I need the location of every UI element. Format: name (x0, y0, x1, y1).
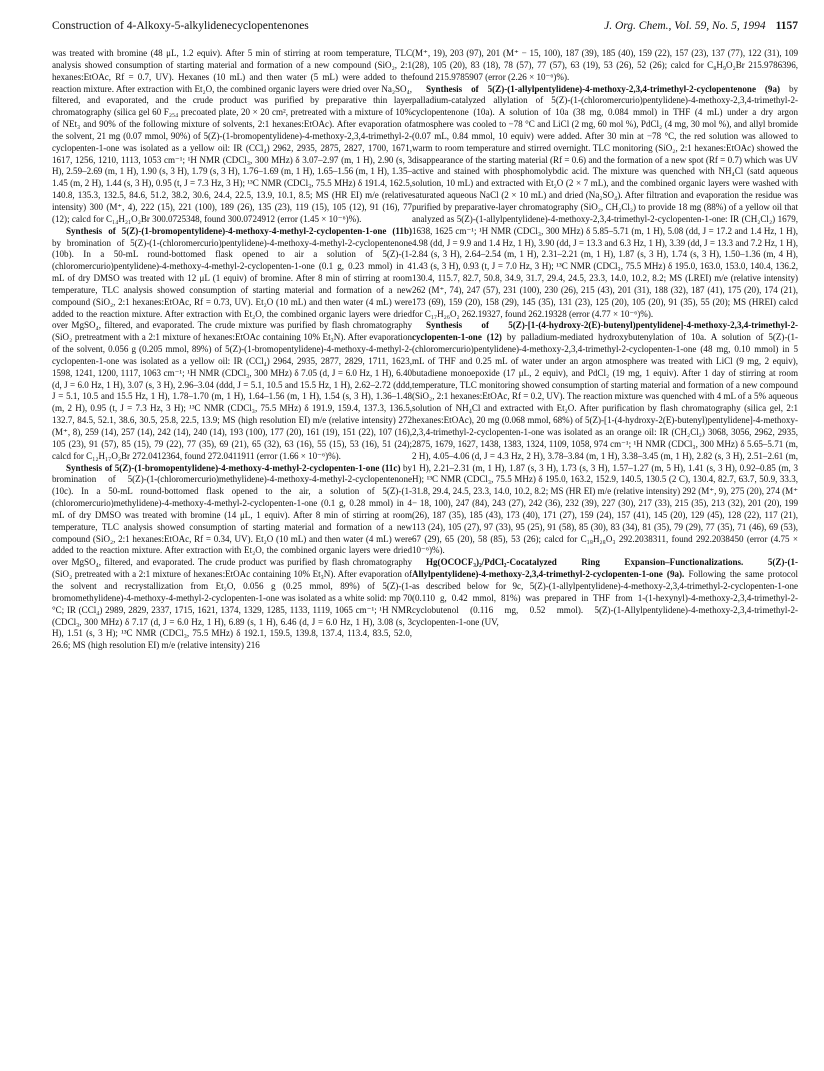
paragraph-text: by palladium-mediated hydroxybutenylation of 10a. A solution of 5(Z)-(1-(chloromercurio)pentylidene)-4-methoxy-2,3,4-trimethyl-2-cyclopenten-1-one (48 mg, 0.10 mmol) in 5 mL of THF and 0.25 mL of water under an argon atmosphere was treated with LiCl (9 mg, 2 equiv), butadiene monoepoxide (17 μL, 2 equiv), and PdCl₂ (19 mg, 1 equiv). After 1 day of stirring at room temperature, TLC monitoring showed consumption of starting material and formation of a new compound (SiO₂, 2:1 hexanes:EtOAc, Rf = 0.2, UV). The reaction mixture was quenched with 4 mL of a 5% aqueous solution of NH₄Cl and extracted with Et₂O. After purification by flash chromatography (silica gel, 2:1 hexanes:EtOAc), 20 mg (0.068 mmol, 68%) of 5(Z)-[1-(4-hydroxy-2(E)-butenyl)pentylidene]-4-methoxy-2,3,4-trimethyl-2-cyclopenten-1-one was isolated as an orange oil: IR (CH₂Cl₂) 3068, 3056, 2962, 2935, 2875, 1679, 1627, 1438, 1383, 1324, 1109, 1058, 974 cm⁻¹; ¹H NMR (CDCl₃, 300 MHz) δ 5.65–5.71 (m, 2 H), 4.05–4.06 (d, J = 4.3 Hz, 2 H), 3.78–3.84 (m, 1 H), 3.38–3.45 (m, 1 H), 2.82 (s, 3 H), 2.51–2.61 (m, 1 H), 2.21–2.31 (m, 1 H), 1.87 (s, 3 H), 1.73 (s, 3 H), 1.57–1.27 (m, 5 H), 1.41 (s, 3 H), 0.92–0.85 (m, 3 H); ¹³C NMR (CDCl₃, 75.5 MHz) δ 195.0, 163.2, 152.9, 140.5, 130.5 (2 C), 130.4, 82.7, 63.7, 50.9, 33.3, 31.8, 29.4, 24.5, 23.3, 14.0, 10.2, 8.2; MS (HR EI) m/e (relative intensity) 292 (M⁺, 9), 275 (20), 274 (M⁺ − 18, 100), 247 (84), 243 (27), 242 (36), 232 (39), 227 (30), 217 (33), 215 (35), 213 (32), 201 (20), 199 (26), 187 (35), 185 (43), 173 (40), 171 (27), 159 (24), 157 (41), 145 (20), 129 (45), 128 (22), 117 (21), 113 (24), 105 (27), 97 (33), 95 (25), 91 (58), 85 (30), 83 (34), 81 (35), 79 (29), 77 (35), 71 (46), 69 (53), 67 (29), 65 (20), 58 (85), 53 (26); calcd for C₁₈H₂₈O₃ 292.2038311, found 292.2038450 (error (4.75 × 10⁻⁶)%). (412, 332, 798, 556)
paragraph (52, 463, 412, 653)
paragraph (412, 320, 798, 557)
paragraph-text: was treated with bromine (48 μL, 1.2 equiv). After 5 min of stirring at room temperature, TLC analysis showed consumption of starting material and formation of a new compound (SiO₂, 2:1 hexanes:EtOAc, Rf = 0.7, UV). Hexanes (10 mL) and then water (5 mL) were added to the reaction mixture. After extraction with Et₂O, the combined organic layers were dried over Na₂SO₄, filtered, and evaporated, and the crude product was purified by preparative thin layer chromatography (silica gel 60 F₂₅₄ precoated plate, 20 × 20 cm², pretreated with a mixture of 10% of NEt₃ and 90% of the following mixture of solvents, 2:1 hexanes:EtOAc). After evaporation of the solvent, 21 mg (0.07 mmol, 90%) of 5(Z)-(1-bromopentylidene)-4-methoxy-2,3,4-trimethyl-2-cyclopenten-1-one was isolated as a yellow oil: IR (CCl₄) 2962, 2935, 2875, 2827, 1700, 1671, 1617, 1256, 1210, 1113, 1053 cm⁻¹; ¹H NMR (CDCl₃, 300 MHz) δ 3.07–2.97 (m, 1 H), 2.90 (s, 3 H), 2.59–2.69 (m, 1 H), 1.90 (s, 3 H), 1.79 (s, 3 H), 1.76–1.69 (m, 1 H), 1.65–1.56 (m, 1 H), 1.35–1.45 (m, 2 H), 1.44 (s, 3 H), 0.95 (t, J = 7.3 Hz, 3 H); ¹³C NMR (CDCl₃, 75.5 MHz) δ 191.4, 162.5, 140.8, 135.3, 132.5, 84.6, 51.2, 38.2, 30.6, 24.4, 22.5, 13.9, 10.1, 8.5; MS (HR EI) m/e (relative intensity) 300 (M⁺, 4), 222 (15), 221 (100), 189 (26), 135 (23), 119 (15), 105 (12), 91 (16), 77 (12); calcd for C₁₄H₂₁O₂Br 300.0725348, found 300.0724912 (error (1.45 × 10⁻⁶)%). (52, 48, 412, 224)
paragraph-heading: Synthesis of 5(Z)-[1-(4-hydroxy-2(E)-butenyl)pentylidene]-4-methoxy-2,3,4-trimethyl-2-cyclopenten-1-one (12) (412, 320, 798, 343)
header-journal (604, 20, 798, 32)
paragraph-text: by bromination of 5(Z)-(1-(chloromercurio)pentylidene)-4-methoxy-4-methyl-2-cyclopentenone (10b). In a 50-mL round-bottomed flask opened to air a solution of 5(Z)-(1-(chloromercurio)pentylidene)-4-methoxy-4-methyl-2-cyclopenten-1-one (0.1 g, 0.23 mmol) in 4 mL of dry DMSO was treated with 12 μL (1 equiv) of bromine. After 8 min of stirring at room temperature, TLC analysis showed consumption of starting material and formation of a new compound (SiO₂, 2:1 hexanes:EtOAc, Rf = 0.73, UV). Et₂O (10 mL) and then water (4 mL) were added to the reaction mixture. After extraction with Et₂O, the combined organic layers were dried over MgSO₄, filtered, and evaporated. The crude mixture was purified by flash chromatography (SiO₂ pretreatment with a 2:1 mixture of hexanes:EtOAc containing 10% Et₃N). After evaporation of the solvent, 0.056 g (0.205 mmol, 89%) of 5(Z)-(1-bromopentylidene)-4-methoxy-4-methyl-2-cyclopenten-1-one was isolated as a yellow oil: IR (CCl₄) 2964, 2935, 2877, 2829, 1711, 1623, 1598, 1241, 1200, 1117, 1063 cm⁻¹; ¹H NMR (CDCl₃, 300 MHz) δ 7.05 (d, J = 6.0 Hz, 1 H), 6.40 (d, J = 6.0 Hz, 1 H), 3.07 (s, 3 H), 2.96–3.04 (ddd, J = 5.1, 10.5 and 15.5 Hz, 1 H), 2.62–2.72 (ddd, J = 5.1, 10.5 and 15.5 Hz, 1 H), 1.78–1.70 (m, 1 H), 1.64–1.56 (m, 1 H), 1.54 (s, 3 H), 1.36–1.48 (m, 2 H), 0.95 (t, J = 7.3 Hz, 3 H); ¹³C NMR (CDCl₃, 75.5 MHz) δ 191.9, 159.4, 137.3, 136.5, 132.7, 84.5, 52.1, 38.6, 30.5, 25.8, 22.5, 13.9; MS (high resolution EI) m/e (relative intensity) 272 (M⁺, 8), 259 (14), 257 (14), 242 (14), 240 (14), 193 (100), 177 (20), 161 (19), 151 (22), 107 (16), 105 (23), 91 (57), 85 (15), 79 (22), 77 (35), 69 (21), 65 (32), 63 (16), 55 (15), 53 (16), 51 (24); calcd for C₁₂H₁₇O₂Br 272.0412364, found 272.0411911 (error (1.66 × 10⁻⁶)%). (52, 237, 412, 461)
right-column (412, 48, 798, 1058)
paragraph (412, 48, 798, 84)
paragraph (412, 84, 798, 321)
paragraph-text: (M⁺, 19), 203 (97), 201 (M⁺ − 15, 100), 187 (39), 185 (40), 159 (22), 157 (23), 137 (77), 122 (31), 109 (28), 105 (20), 83 (18), 78 (57), 77 (57), 63 (19), 53 (26), 52 (26); calcd for C₈H₉O₂Br 215.9786396, found 215.9785907 (error (2.26 × 10⁻⁶)%). (412, 48, 798, 82)
running-header (52, 20, 798, 40)
paragraph-text: Following the same protocol as described below for 9c, 5(Z)-(1-allylpentylidene)-4-methoxy-2,3,4-trimethyl-2-cyclopenten-1-one (0.110 g, 0.42 mmol, 81%) was prepared in THF from 1-(1-hexynyl)-4-methoxy-2,3,4-trimethyl-2-cyclobutenol (0.116 mg, 0.52 mmol). 5(Z)-(1-Allylpentylidene)-4-methoxy-2,3,4-trimethyl-2-cyclopenten-1-one (UV, (412, 569, 798, 627)
paragraph-heading: Synthesis of 5(Z)-(1-allylpentylidene)-4-methoxy-2,3,4-trimethyl-2-cyclopentenone (9a) (426, 83, 780, 94)
paragraph (52, 226, 412, 463)
paragraph (412, 557, 798, 628)
header-citation: J. Org. Chem., Vol. 59, No. 5, 1994 (604, 20, 766, 32)
paragraph-heading: Synthesis of 5(Z)-(1-bromopentylidene)-4-methoxy-4-methyl-2-cyclopenten-1-one (11b) (66, 225, 412, 236)
left-column (52, 48, 412, 1058)
header-title: Construction of 4-Alkoxy-5-alkylidenecyclopentenones (52, 20, 309, 32)
paragraph (52, 48, 412, 226)
paragraph-text: by palladium-catalyzed allylation of 5(Z)-(1-(chloromercurio)pentylidene)-4-methoxy-2,3,4-trimethyl-2-cyclopentenone (10a). A solution of 10a (38 mg, 0.084 mmol) in THF (4 mL) under a dry argon atmosphere was cooled to −78 °C and LiCl (2 mg, 60 mol %), PdCl₂ (4 mg, 30 mol %), and allyl bromide (0.07 mL, 0.84 mmol, 10 equiv) were added. After 30 min at −78 °C, the red solution was allowed to warm to room temperature and stirred overnight. TLC monitoring (SiO₂, 2:1 hexanes:EtOAc) showed the disappearance of the starting material (Rf = 0.6) and the formation of a new spot (Rf = 0.7) which was UV active and stained with phosphomolybdic acid. The mixture was quenched with NH₄Cl (satd aqueous solution, 10 mL) and extracted with Et₂O (2 × 7 mL), and the combined organic layers were washed with saturated aqueous NaCl (2 × 10 mL) and dried (Na₂SO₄). After filtration and evaporation the residue was purified by preparative-layer chromatography (SiO₂, CH₂Cl₂) to provide 18 mg (88%) of a yellow oil that analyzed as 5(Z)-(1-allylpentylidene)-4-methoxy-2,3,4-trimethyl-2-cyclopenten-1-one: IR (CH₂Cl₂) 1679, 1638, 1625 cm⁻¹; ¹H NMR (CDCl₃, 300 MHz) δ 5.85–5.71 (m, 1 H), 5.08 (dd, J = 17.2 and 1.4 Hz, 1 H), 4.98 (dd, J = 9.9 and 1.4 Hz, 1 H), 3.90 (dd, J = 13.3 and 6.3 Hz, 1 H), 3.39 (dd, J = 13.3 and 7.2 Hz, 1 H), 2.84 (s, 3 H), 2.64–2.54 (m, 1 H), 2.31–2.21 (m, 1 H), 1.87 (s, 3 H), 1.74 (s, 3 H), 1.50–1.36 (m, 4 H), 1.43 (s, 3 H), 0.93 (t, J = 7.0 Hz, 3 H); ¹³C NMR (CDCl₃, 75.5 MHz) δ 195.0, 163.0, 153.0, 140.4, 136.2, 130.4, 115.7, 82.7, 50.8, 34.9, 31.7, 29.4, 24.5, 23.3, 14.0, 10.2, 8.2; MS (LREI) m/e (relative intensity) 262 (M⁺, 74), 247 (57), 231 (100), 230 (26), 215 (43), 201 (31), 188 (32), 187 (41), 175 (20), 174 (21), 173 (69), 159 (20), 158 (29), 145 (35), 131 (23), 125 (20), 105 (20), 91 (35), 55 (20); MS (HREI) calcd for C₁₇H₂₆O₂ 262.19327, found 262.19328 (error (4.77 × 10⁻⁶)%). (412, 83, 798, 319)
paragraph-heading: Hg(OCOCF₃)₂/PdCl₂-Cocatalyzed Ring Expansion–Functionalizations. 5(Z)-(1-Allylpentylidene)-4-methoxy-2,3,4-trimethyl-2-cyclopenten-1-one (9a). (412, 557, 798, 580)
paragraph-heading: Synthesis of 5(Z)-(1-bromopentylidene)-4-methoxy-4-methyl-2-cyclopenten-1-one (11c) (66, 462, 401, 473)
page-number: 1157 (775, 20, 798, 32)
paragraph-text: by bromination of 5(Z)-(1-(chloromercurio)methylidene)-4-methoxy-4-methyl-2-cyclopentenone (10c). In a 50-mL round-bottomed flask opened to the air, a solution of 5(Z)-(1-(chloromercurio)methylidene)-4-methoxy-4-methyl-2-cyclopenten-1-one (0.1 g, 0.28 mmol) in 4 mL of dry DMSO was treated with bromine (14 μL, 1 equiv). After 8 min of stirring at room temperature, TLC analysis showed consumption of starting material and formation of a new compound (SiO₂, 2:1 hexanes:EtOAc, Rf = 0.34, UV). Et₂O (10 mL) and then water (4 mL) were added to the reaction mixture. After extraction with Et₂O, the combined organic layers were dried over MgSO₄, filtered, and evaporated. The crude product was purified by flash chromatography (SiO₂ pretreated with a 2:1 mixture of hexanes:EtOAc containing 10% Et₃N). After evaporation of the solvent and recrystallization from Et₂O, 0.056 g (0.25 mmol, 89%) of 5(Z)-(1-bromomethylidene)-4-methoxy-4-methyl-2-cyclopenten-1-one was isolated as a white solid: mp 70 °C; IR (CCl₄) 2989, 2829, 2337, 1715, 1621, 1374, 1329, 1285, 1133, 1119, 1065 cm⁻¹; ¹H NMR (CDCl₃, 300 MHz) δ 7.17 (d, J = 6.0 Hz, 1 H), 6.89 (s, 1 H), 6.46 (d, J = 6.0 Hz, 1 H), 3.08 (s, 3 H), 1.51 (s, 3 H); ¹³C NMR (CDCl₃, 75.5 MHz) δ 192.1, 159.5, 139.8, 137.4, 113.4, 83.5, 52.0, 26.6; MS (high resolution EI) m/e (relative intensity) 216 (52, 462, 412, 651)
